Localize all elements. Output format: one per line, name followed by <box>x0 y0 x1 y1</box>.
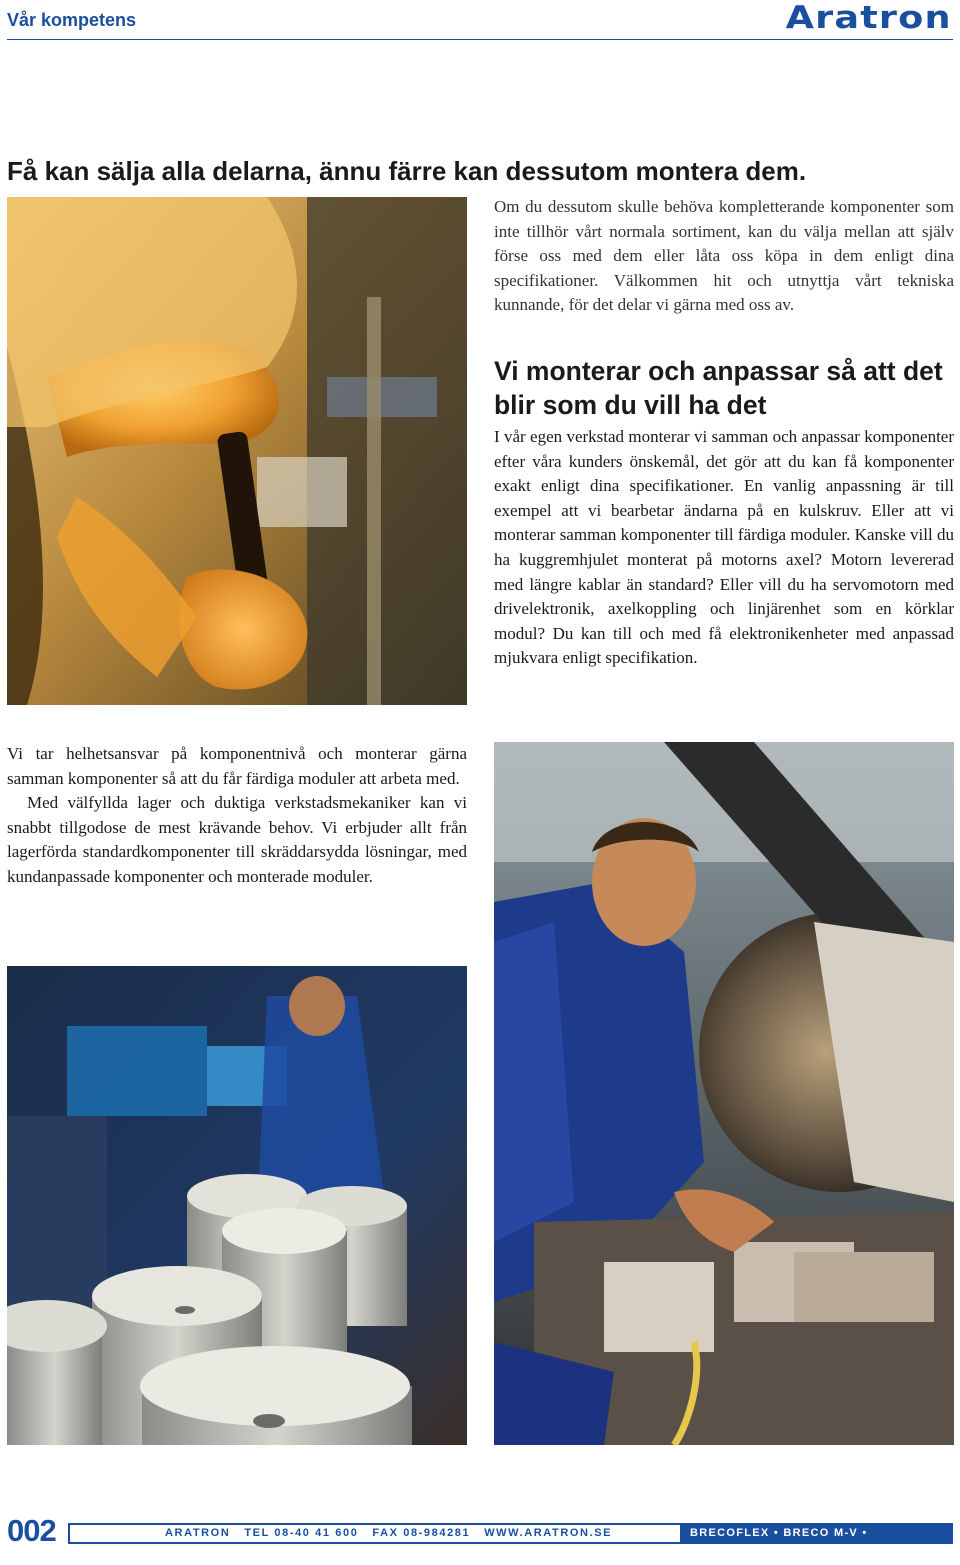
photo-worker-at-machine <box>494 742 954 1445</box>
intro-text: Om du dessutom skulle behöva kompletterande komponenter som inte tillhör vårt normala sortiment, kan du välja mellan att själv förse oss med dem eller låta oss köpa in dem enligt dina specifikationer. Välkommen hit och utnyttja vårt tekniska kunnande, för det delar vi gärna med oss av. <box>494 197 954 315</box>
left-paragraph-1: Vi tar helhetsansvar på komponentnivå och monterar gärna samman komponenter så att du får färdiga moduler att arbeta med. <box>7 744 467 788</box>
section-heading: Vi monterar och anpassar så att det blir som du vill ha det <box>494 356 943 420</box>
aratron-logo: Aratron <box>785 0 952 36</box>
header-divider <box>7 39 953 40</box>
page-headline: Få kan sälja alla delarna, ännu färre kan dessutom montera dem. <box>7 156 807 186</box>
page-number: 002 <box>7 1513 56 1548</box>
left-paragraph-2: Med välfyllda lager och duktiga verkstadsmekaniker kan vi snabbt tillgodose de mest krävande behov. Vi erbjuder allt från lagerförda standardkomponenter till skräddarsydda lösningar, med kundanpassade komponenter och monterade moduler. <box>7 793 467 886</box>
section-body: I vår egen verkstad monterar vi samman och anpassar komponenter efter våra kunders önskemål, det gör att du kan få komponenter exakt enligt dina specifikationer. En vanlig anpassning är till exempel att vi bearbetar ändarna på en kulskruv. Eller att vi monterar samman komponenter till färdiga moduler. Kanske vill du ha kuggremhjulet monterat på motorns axel? Motorn levererad med längre kablar än standard? Eller vill du ha servomotorn med drivelektronik, axelkoppling och linjärenhet som en körklar modul? Du kan till och med få elektronikenheter med anpassad mjukvara enligt specifikation. <box>494 427 954 668</box>
photo-metal-cylinders <box>7 966 467 1445</box>
photo-hands-assembling <box>7 197 467 705</box>
footer-contact: ARATRON TEL 08-40 41 600 FAX 08-984281 WWW.ARATRON.SE <box>165 1527 613 1539</box>
section-label: Vår kompetens <box>7 10 137 30</box>
left-column-text <box>7 742 467 890</box>
footer-brands: BRECOFLEX • BRECO M-V • SYNCHROFLEX <box>680 1523 953 1544</box>
